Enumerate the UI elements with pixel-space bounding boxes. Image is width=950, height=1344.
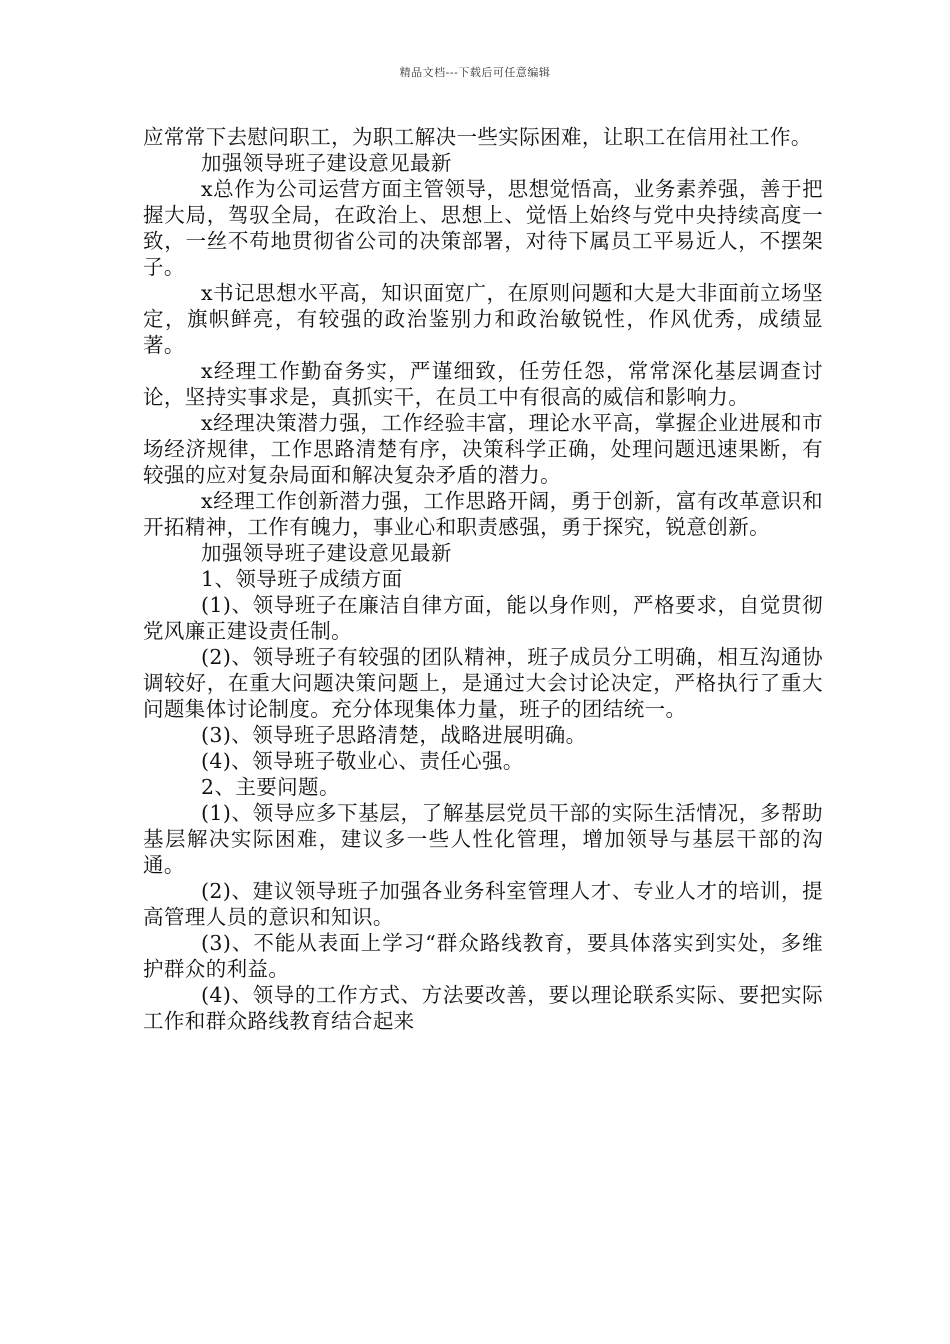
paragraph-continuation: 应常常下去慰问职工，为职工解决一些实际困难，让职工在信用社工作。: [143, 125, 812, 149]
list-item: (2)、领导班子有较强的团队精神，班子成员分工明确，相互沟通协调较好，在重大问题决策问题上，是通过大会讨论决定，严格执行了重大问题集体讨论制度。充分体现集体力量，班子的团结统一。: [143, 645, 823, 721]
paragraph: x总作为公司运营方面主管领导，思想觉悟高，业务素养强，善于把握大局，驾驭全局，在政治上、思想上、觉悟上始终与党中央持续高度一致，一丝不苟地贯彻省公司的决策部署，对待下属员工平易近人，不摆架子。: [143, 177, 823, 279]
list-item: (3)、领导班子思路清楚，战略进展明确。: [201, 723, 587, 747]
paragraph: x书记思想水平高，知识面宽广，在原则问题和大是大非面前立场坚定，旗帜鲜亮，有较强的政治鉴别力和政治敏锐性，作风优秀，成绩显著。: [143, 281, 823, 357]
section-heading: 加强领导班子建设意见最新: [201, 541, 452, 565]
list-item: (4)、领导班子敬业心、责任心强。: [201, 749, 524, 773]
page-header: 精品文档---下载后可任意编辑: [399, 66, 551, 79]
subsection-heading: 2、主要问题。: [201, 775, 340, 799]
paragraph: x经理工作勤奋务实，严谨细致，任劳任怨，常常深化基层调查讨论，坚持实事求是，真抓实干，在员工中有很高的威信和影响力。: [143, 359, 823, 409]
subsection-heading: 1、领导班子成绩方面: [201, 567, 403, 591]
paragraph: x经理决策潜力强，工作经验丰富，理论水平高，掌握企业进展和市场经济规律，工作思路清楚有序，决策科学正确，处理问题迅速果断，有较强的应对复杂局面和解决复杂矛盾的潜力。: [143, 411, 823, 487]
list-item: (1)、领导班子在廉洁自律方面，能以身作则，严格要求，自觉贯彻党风廉正建设责任制。: [143, 593, 823, 643]
list-item: (1)、领导应多下基层，了解基层党员干部的实际生活情况，多帮助基层解决实际困难，建议多一些人性化管理，增加领导与基层干部的沟通。: [143, 801, 823, 877]
paragraph: x经理工作创新潜力强，工作思路开阔，勇于创新，富有改革意识和开拓精神，工作有魄力，事业心和职责感强，勇于探究，锐意创新。: [143, 489, 823, 539]
section-heading: 加强领导班子建设意见最新: [201, 151, 452, 175]
list-item: (4)、领导的工作方式、方法要改善，要以理论联系实际、要把实际工作和群众路线教育结合起来: [143, 983, 823, 1033]
list-item: (3)、不能从表面上学习“群众路线教育，要具体落实到实处，多维护群众的利益。: [143, 931, 823, 981]
list-item: (2)、建议领导班子加强各业务科室管理人才、专业人才的培训，提高管理人员的意识和知识。: [143, 879, 823, 929]
document-body: [143, 124, 823, 1034]
